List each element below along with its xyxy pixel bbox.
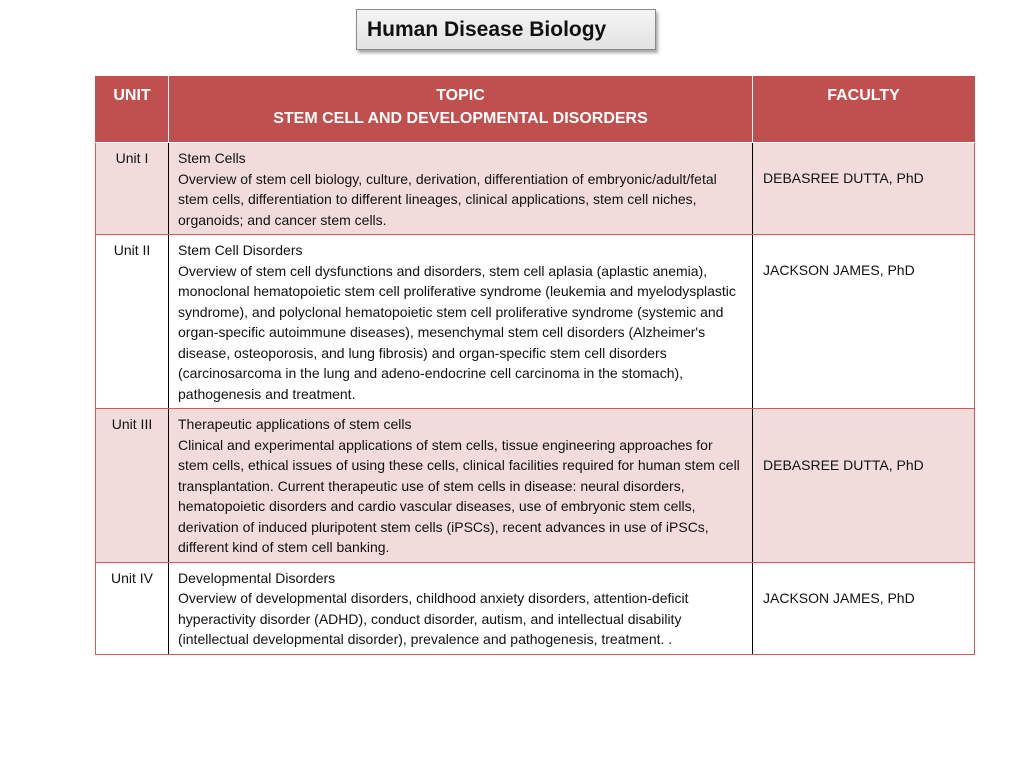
topic-description: Overview of stem cell biology, culture, derivation, differentiation of embryonic/adult/fetal stem cells, differentiation to different lineages, clinical applications, stem cell niches, organoids; and cancer stem cells. bbox=[178, 170, 717, 228]
topic-cell bbox=[169, 409, 753, 563]
unit-cell: Unit III bbox=[96, 409, 169, 563]
topic-title: Developmental Disorders bbox=[178, 569, 336, 586]
unit-cell: Unit IV bbox=[96, 562, 169, 654]
table-header-row bbox=[96, 76, 975, 143]
table-row bbox=[96, 143, 975, 235]
faculty-name: JACKSON JAMES, PhD bbox=[763, 262, 915, 278]
header-topic bbox=[169, 76, 753, 143]
course-table bbox=[95, 76, 975, 655]
topic-title: Stem Cell Disorders bbox=[178, 242, 303, 258]
page-title-box bbox=[356, 9, 656, 50]
page-title: Human Disease Biology bbox=[367, 17, 607, 41]
unit-cell: Unit I bbox=[96, 143, 169, 235]
topic-description: Overview of stem cell dysfunctions and disorders, stem cell aplasia (aplastic anemia), monoclonal hematopoietic stem cell proliferative syndrome (leukemia and myelodysplastic syndrome), and polyclonal hematopoietic stem cell proliferative syndrome (systemic and organ-specific autoimmune diseases), mesenchymal stem cell disorders (Alzheimer's disease, osteoporosis, and lung fibrosis) and organ-specific stem cell disorders (carcinosarcoma in the lung and adeno-endocrine cell carcinoma in the stomach), pathogenesis and treatment. bbox=[178, 262, 736, 402]
table-row bbox=[96, 235, 975, 409]
topic-description: Clinical and experimental applications of stem cells, tissue engineering approaches for stem cells, ethical issues of using these cells, clinical facilities required for human stem cell transplantation. Current therapeutic use of stem cells in disease: neural disorders, hematopoietic disorders and cardio vascular diseases, use of embryonic stem cells, derivation of induced pluripotent stem cells (iPSCs), recent advances in use of iPSCs, different kind of stem cell banking. bbox=[178, 436, 740, 555]
table-row bbox=[96, 409, 975, 563]
topic-description: Overview of developmental disorders, childhood anxiety disorders, attention-deficit hyperactivity disorder (ADHD), conduct disorder, autism, and intellectual disability (intellectual developmental disorder), prevalence and pathogenesis, treatment. . bbox=[178, 590, 689, 647]
header-unit: UNIT bbox=[96, 76, 169, 143]
faculty-cell bbox=[753, 143, 975, 235]
header-faculty: FACULTY bbox=[753, 76, 975, 143]
topic-title: Stem Cells bbox=[178, 150, 246, 166]
table-row bbox=[96, 562, 975, 654]
faculty-cell bbox=[753, 235, 975, 409]
faculty-name: DEBASREE DUTTA, PhD bbox=[763, 170, 924, 186]
faculty-cell bbox=[753, 409, 975, 563]
topic-cell bbox=[169, 562, 753, 654]
faculty-name: JACKSON JAMES, PhD bbox=[763, 589, 915, 606]
topic-cell bbox=[169, 235, 753, 409]
topic-title: Therapeutic applications of stem cells bbox=[178, 416, 412, 432]
topic-cell bbox=[169, 143, 753, 235]
faculty-name: DEBASREE DUTTA, PhD bbox=[763, 457, 924, 473]
unit-cell: Unit II bbox=[96, 235, 169, 409]
header-topic-label: TOPIC bbox=[436, 87, 485, 104]
header-topic-subtitle: STEM CELL AND DEVELOPMENTAL DISORDERS bbox=[273, 110, 648, 127]
faculty-cell bbox=[753, 562, 975, 654]
